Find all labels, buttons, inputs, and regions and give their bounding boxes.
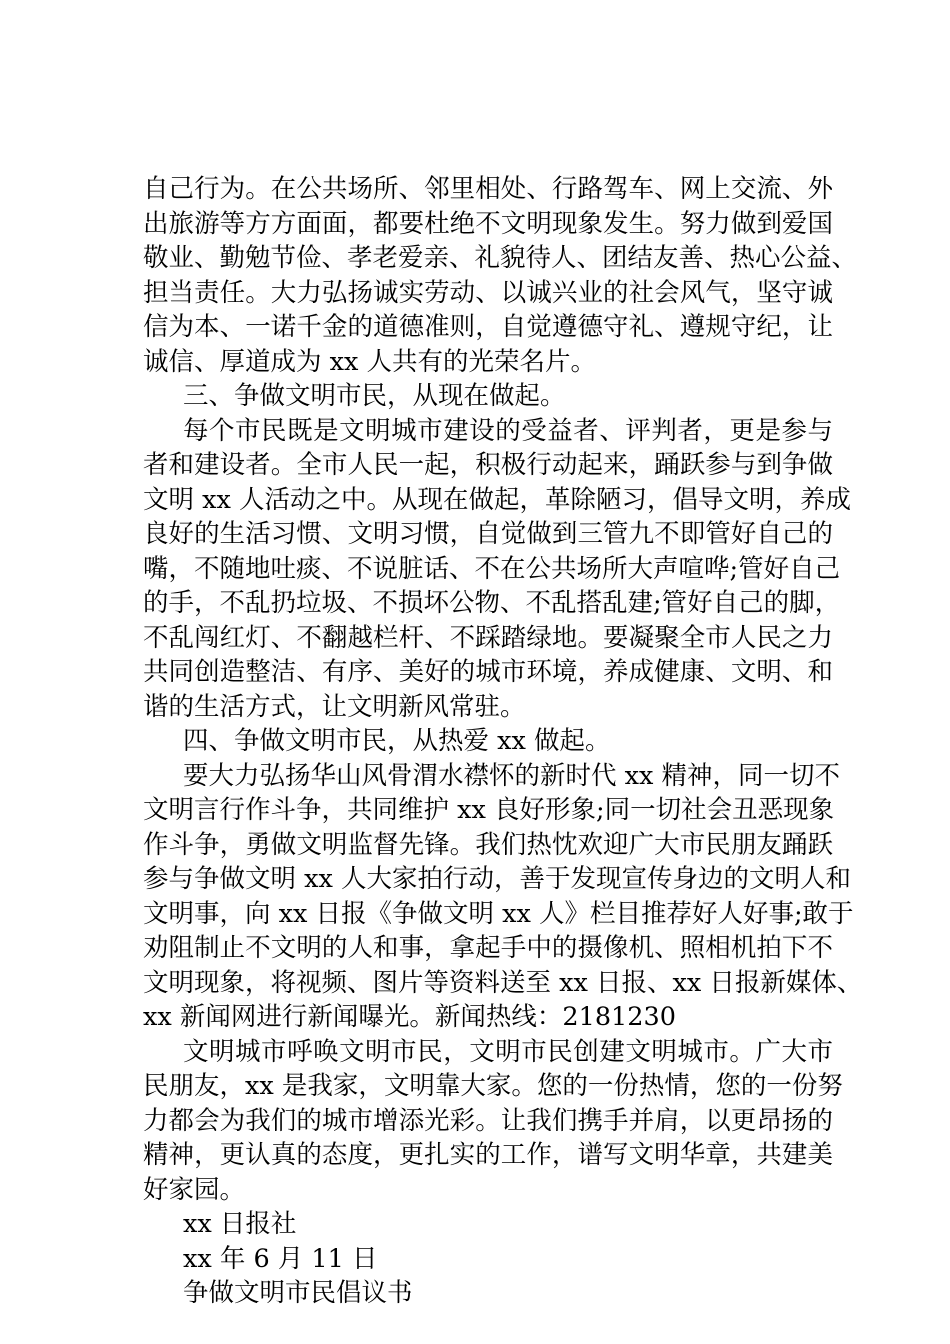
text-line: 信为本、一诺千金的道德准则，自觉遵德守礼、遵规守纪，让	[143, 312, 833, 342]
text-line: 出旅游等方方面面，都要杜绝不文明现象发生。努力做到爱国	[143, 208, 833, 239]
closing-paragraph	[143, 1035, 843, 1208]
text-line: 民朋友，xx 是我家，文明靠大家。您的一份热情，您的一份努	[143, 1071, 843, 1101]
text-line: 文明事，向 xx 日报《争做文明 xx 人》栏目推荐好人好事;敢于	[143, 898, 854, 929]
text-line: 好家园。	[143, 1174, 246, 1205]
signature-organization: xx 日报社	[183, 1209, 297, 1239]
section-three-heading: 三、争做文明市民，从现在做起。	[183, 381, 566, 411]
document-title: 争做文明市民倡议书	[183, 1278, 413, 1308]
text-line: 诚信、厚道成为 xx 人共有的光荣名片。	[143, 346, 596, 377]
text-line: 共同创造整洁、有序、美好的城市环境，养成健康、文明、和	[143, 657, 833, 687]
text-line: 良好的生活习惯、文明习惯，自觉做到三管九不即管好自己的	[143, 519, 833, 549]
text-line: 作斗争，勇做文明监督先锋。我们热忱欢迎广大市民朋友踊跃	[143, 829, 833, 860]
section-three-body	[143, 414, 851, 725]
text-line: 嘴，不随地吐痰、不说脏话、不在公共场所大声喧哗;管好自己	[143, 553, 841, 584]
text-line: 文明 xx 人活动之中。从现在做起，革除陋习，倡导文明，养成	[143, 484, 851, 515]
text-line: 文明城市呼唤文明市民，文明市民创建文明城市。广大市	[183, 1036, 833, 1067]
text-line: 担当责任。大力弘扬诚实劳动、以诚兴业的社会风气，坚守诚	[143, 277, 833, 308]
text-line: 要大力弘扬华山风骨渭水襟怀的新时代 xx 精神，同一切不	[183, 760, 840, 791]
text-line: xx 新闻网进行新闻曝光。新闻热线：2181230	[143, 1002, 676, 1032]
text-line: 谐的生活方式，让文明新风常驻。	[143, 691, 526, 722]
section-four-body	[143, 759, 863, 1035]
section-four-heading: 四、争做文明市民，从热爱 xx 做起。	[183, 726, 611, 756]
text-line: 文明现象，将视频、图片等资料送至 xx 日报、xx 日报新媒体、	[143, 967, 863, 998]
paragraph-continuation	[143, 172, 858, 379]
text-line: 的手，不乱扔垃圾、不损坏公物、不乱搭乱建;管好自己的脚，	[143, 588, 841, 618]
text-line: 每个市民既是文明城市建设的受益者、评判者，更是参与	[183, 415, 833, 446]
text-line: 者和建设者。全市人民一起，积极行动起来，踊跃参与到争做	[143, 450, 833, 480]
signature-date: xx 年 6 月 11 日	[183, 1243, 378, 1274]
text-line: 精神，更认真的态度，更扎实的工作，谱写文明华章，共建美	[143, 1140, 833, 1170]
text-line: 力都会为我们的城市增添光彩。让我们携手并肩，以更昂扬的	[143, 1105, 833, 1136]
text-line: 自己行为。在公共场所、邻里相处、行路驾车、网上交流、外	[143, 174, 833, 204]
text-line: 劝阻制止不文明的人和事，拿起手中的摄像机、照相机拍下不	[143, 933, 833, 963]
text-line: 不乱闯红灯、不翻越栏杆、不踩踏绿地。要凝聚全市人民之力	[143, 622, 833, 653]
text-line: 敬业、勤勉节俭、孝老爱亲、礼貌待人、团结友善、热心公益、	[143, 243, 858, 273]
text-line: 参与争做文明 xx 人大家拍行动，善于发现宣传身边的文明人和	[143, 864, 851, 894]
text-line: 文明言行作斗争，共同维护 xx 良好形象;同一切社会丑恶现象	[143, 795, 835, 825]
document-page	[143, 172, 863, 1311]
